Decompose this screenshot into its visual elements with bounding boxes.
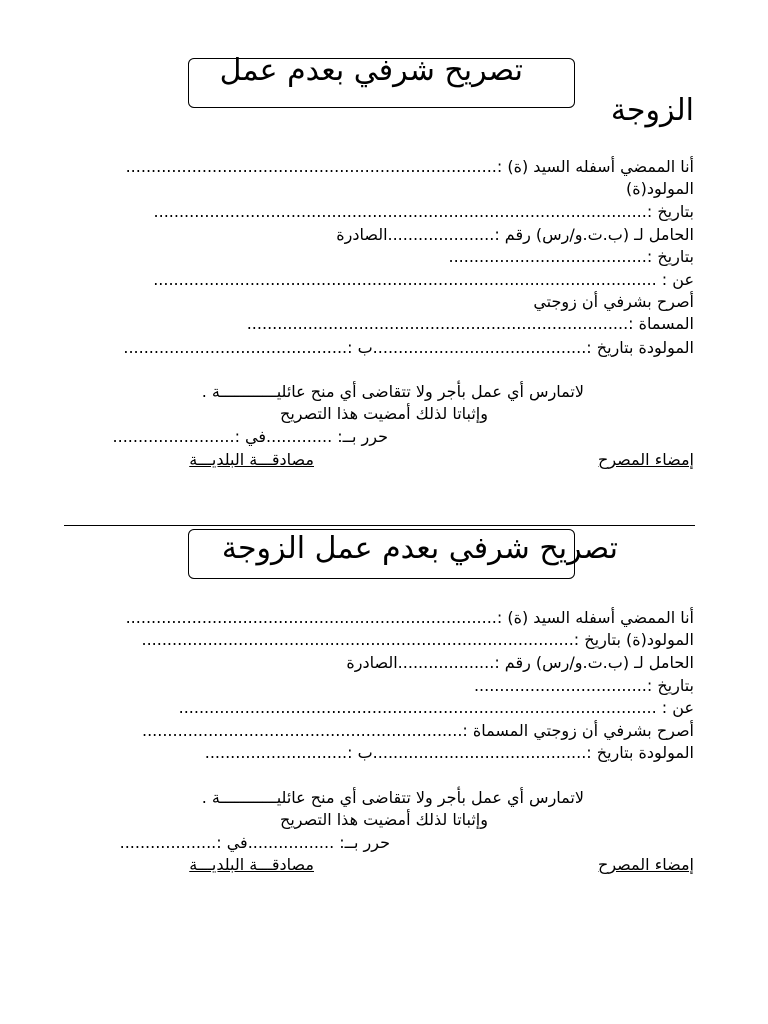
declarant-name-line: أنا الممضي أسفله السيد (ة) :......................................................................... (125, 157, 694, 176)
declarant-signature-label: إمضاء المصرح (598, 450, 694, 469)
born-line: المولود(ة) (626, 179, 694, 198)
municipality-stamp-label: مصادقـــة البلديـــة (189, 855, 314, 874)
birth-date-line: بتاريخ :................................................................................................. (153, 202, 694, 221)
wife-birth-line: المولودة بتاريخ :..........................................ب :............................ (204, 743, 694, 762)
issuer-line: عن : .............................................................................................. (178, 698, 694, 717)
issue-date-line: بتاريخ :.................................. (473, 676, 694, 695)
wife-declaration-line: أصرح بشرفي أن زوجتي (533, 292, 694, 311)
form-title-continued: الزوجة (610, 93, 694, 128)
wife-birth-line: المولودة بتاريخ :..........................................ب :............................................ (123, 338, 694, 357)
written-at-line: حرر بــ: .................في :................... (119, 833, 390, 852)
declarant-name-line: أنا الممضي أسفله السيد (ة) :......................................................................... (125, 608, 694, 627)
proof-line: وإثباتا لذلك أمضيت هذا التصريح (280, 404, 488, 423)
form-title: تصريح شرفي بعدم عمل الزوجة (221, 531, 618, 566)
wife-name-line: المسماة :........................................................................... (246, 314, 694, 333)
id-card-line: الحامل لـ (ب.ت.و/رس) رقم :...................الصادرة (346, 653, 694, 672)
no-work-statement: لاتمارس أي عمل بأجر ولا تتقاضى أي منح عائليــــــــــــة . (201, 382, 584, 401)
no-work-statement: لاتمارس أي عمل بأجر ولا تتقاضى أي منح عائليــــــــــــة . (201, 788, 584, 807)
municipality-stamp-label: مصادقـــة البلديـــة (189, 450, 314, 469)
id-card-line: الحامل لـ (ب.ت.و/رس) رقم :.....................الصادرة (336, 225, 694, 244)
issuer-line: عن : ................................................................................................... (153, 270, 694, 289)
issue-date-line: بتاريخ :....................................... (448, 247, 694, 266)
proof-line: وإثباتا لذلك أمضيت هذا التصريح (280, 810, 488, 829)
birth-date-line: المولود(ة) بتاريخ :..................................................................................... (141, 630, 694, 649)
written-at-line: حرر بــ: .............في :........................ (112, 427, 388, 446)
declarant-signature-label: إمضاء المصرح (598, 855, 694, 874)
form-title: تصريح شرفي بعدم عمل (219, 53, 523, 88)
wife-name-line: أصرح بشرفي أن زوجتي المسماة :............................................................... (141, 721, 694, 740)
